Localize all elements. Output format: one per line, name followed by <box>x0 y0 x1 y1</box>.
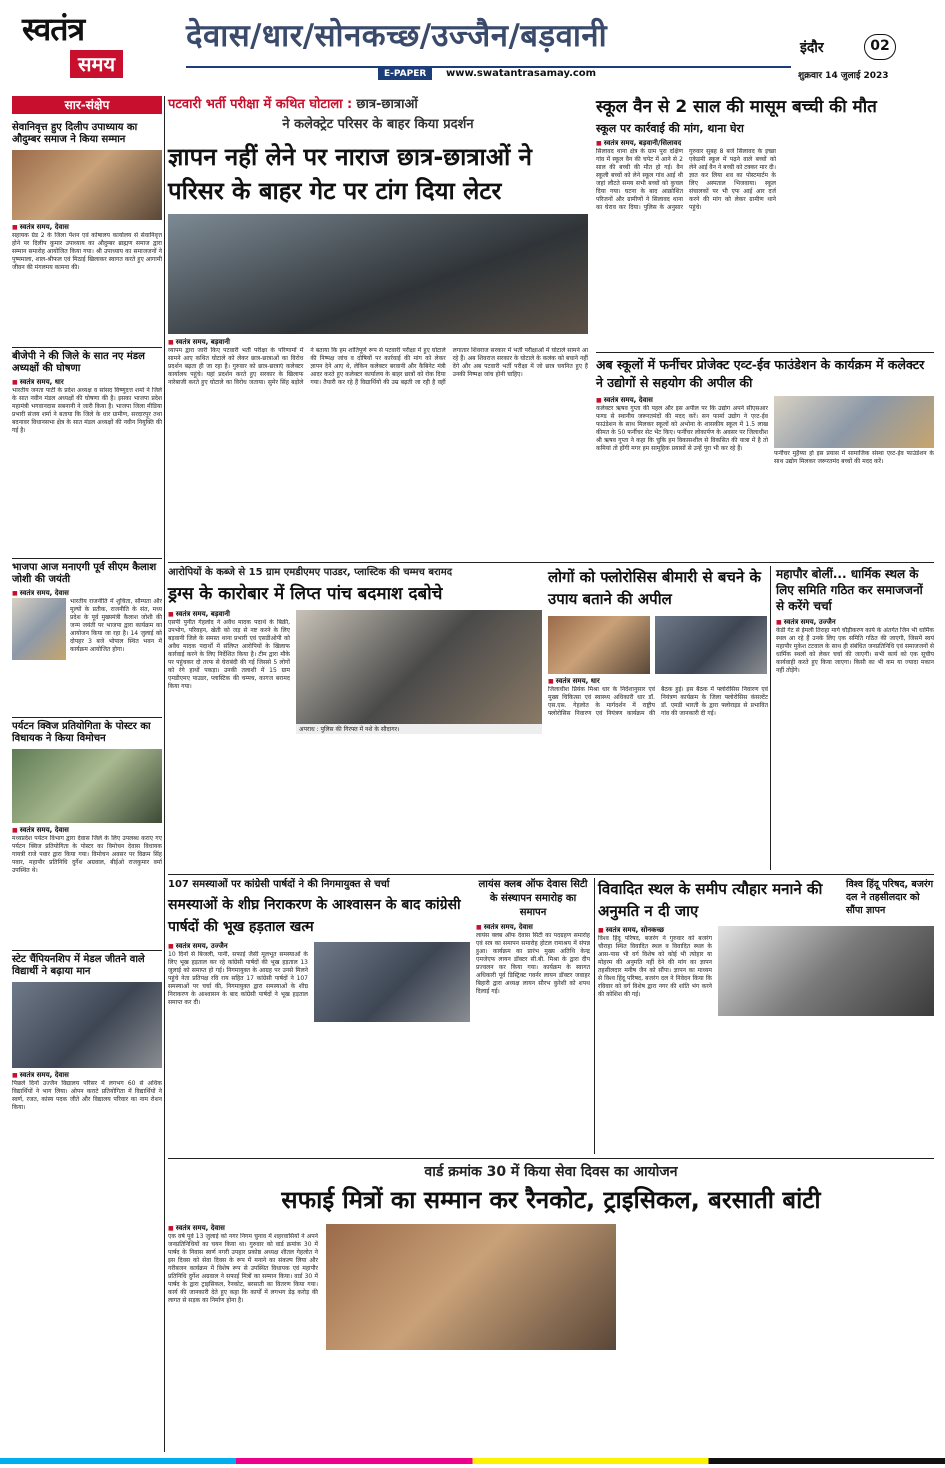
sidebar-body: सहायक ग्रेड 2 के जिला पेंशन एवं कोषालय कार्यालय से सेवानिवृत्त होने पर दिलीप कुमार उपाध्याय का औदुम्बर ब्राह्मण समाज द्वारा सम्मान समारोह आयोजित किया गया। श्री उपाध्याय का समाजजनों ने पुष्पमाला, शाल-श्रीफल एवं मिठाई खिलाकर स्वागत करते हुए आगामी जीवन की मंगलमय कामना की। <box>12 232 162 271</box>
vivadit-story <box>598 878 934 1154</box>
logo <box>22 10 162 84</box>
fluorosis-photo-1 <box>548 616 650 674</box>
fluorosis-body: जिलाधीश प्रियंक मिश्रा धार के निर्देशानुसार एवं मुख्य चिकित्सा एवं स्वास्थ्य अधिकारी धार डॉ. एस.एस. गेहलोत के मार्गदर्शन में राष्ट्रीय फ्लोरोसिस निवारण एवं नियंत्रण कार्यक्रम की बैठक हुई। इस बैठक में फ्लोरोसिस निवारण एवं नियंत्रण कार्यक्रम के जिला फ्लोरोसिस कंसल्टेंट डॉ. एमडी भारती के द्वारा फ्लोराइड से प्रभावित गांव की जानकारी दी गई। <box>548 686 768 717</box>
portrait-photo <box>12 598 66 660</box>
lead-body: व्यापम द्वारा जारी किए पटवारी भर्ती परीक्षा के परिणामों में सामने आए कथित घोटाले को लेकर छात्र-छात्राओं का विरोध प्रदर्शन बढ़ता ही जा रहा है। गुरुवार को छात्र-छात्राएं कलेक्टर कार्यालय पहुंचे। यहां प्रदर्शन करते हुए सरकार के खिलाफ नारेबाजी करते हुए घोटाले का विरोध जताया। सुमेर सिंह बड़ोले ने बताया कि हम शांतिपूर्ण रूप से पटवारी परीक्षा में हुए घोटाले की निष्पक्ष जांच व दोषियों पर कार्रवाई की मांग को लेकर ज्ञापन देने आए थे, लेकिन कलेक्टर बरवानी और कैबिनेट मंत्री आदर करते हुए कलेक्टर कार्यालय के बाहर छात्रों को रोक दिया गया। तैयारी कर रहे हैं विद्यार्थियों की उम्र बढ़ती जा रही है वहीं लगातार शिवराज सरकार में भर्ती परीक्षाओं में घोटाले सामने आ रहे हैं। अब शिवराज सरकार के घोटाले के कलंक को बचाने नहीं देंगे और अब पटवारी भर्ती परीक्षा में जो छात्र चयनित हुए हैं उनकी निष्पक्ष जांच होनी चाहिए। <box>168 347 588 386</box>
sidebar-dateline: ■ स्वतंत्र समय, देवास <box>12 223 162 232</box>
ward30-body: एक वर्ष पूर्व 13 जुलाई को नगर निगम चुनाव में शहरवासियों ने अपने जनप्रतिनिधियों का चयन किया था। गुरुवार को वार्ड क्रमांक 30 में पार्षद के निवास स्वर्ण नगरी उपहार प्रकोष्ठ अध्यक्ष शीतल गेहलोत ने इस दिवस को सेवा दिवस के रूप में मनाने का संकल्प लिया और गरीबजन कार्यक्रम में विशेष रूप से उपस्थित विधायक एवं महापौर प्रतिनिधि दुर्गेश अग्रवाल ने सफाई मित्रों का सम्मान किया। वार्ड 30 में पार्षद के द्वारा ट्राइसिकल, रैनकोट, बरसाती का वितरण किया गया। कार्य की जानकारी देते हुए कहा कि कार्यों में लगभग डेढ़ करोड़ की लागत से सड़क का निर्माण होना है। <box>168 1233 318 1304</box>
sidebar-divider <box>164 96 165 1452</box>
mahapaur-story <box>776 566 934 870</box>
sidebar-body: मध्यप्रदेश पर्यटन विभाग द्वारा देवास जिले के लिए उपलब्ध कराए गए पर्यटन क्विज प्रतियोगिता के पोस्टर का विमोचन देवास विधायक गायत्री राजे पवार द्वारा किया गया। विमोचन अवसर पर विक्रम सिंह पवार, महापौर प्रतिनिधि दुर्गेश अग्रवाल, बीईओ राजकुमार वर्मा उपस्थित थे। <box>12 835 162 874</box>
divider <box>12 347 162 348</box>
ward30-body-col3 <box>624 1224 774 1438</box>
ward30-story <box>168 1162 934 1452</box>
congress-headline: समस्याओं के शीघ्र निराकरण के आश्वासन के बाद कांग्रेसी पार्षदों की भूख हड़ताल खत्म <box>168 897 461 935</box>
divider <box>12 717 162 718</box>
vivadit-body-cont <box>718 1019 934 1119</box>
drugs-body: एसपी पुनीत गेहलोद ने अवैध मादक पदार्थ के बिक्री, उपभोग, परिवहन, खेती को जड़ से नष्ट करने के लिए बड़वानी जिले के समस्त थाना प्रभारी एवं एसडीओपी को अवैध मादक पदार्थों में संलिप्त आरोपियों के खिलाफ कार्रवाई करने के लिए निर्देशित किया है। टीम द्वारा मौके पर पहुंचकर दो तरफ से घेराबंदी की गई जिससे 5 लोगों को रंगे हाथों पकड़ा। उनकी तलाशी में 15 ग्राम एमडीएमए पाउडर, प्लास्टिक की चम्मच, कागज बरामद किया गया। <box>168 619 290 690</box>
page-number: 02 <box>864 34 896 60</box>
vivadit-dateline: ■ स्वतंत्र समय, सोनकच्छ <box>598 926 712 935</box>
sidebar-headline: पर्यटन क्विज प्रतियोगिता के पोस्टर का विधायक ने किया विमोचन <box>12 721 151 744</box>
schoolvan-body: सिलावद थाना क्षेत्र के ग्राम पुरा दक्षिण गांव में स्कूल वैन की चपेट में आने से 2 साल की बच्ची की मौत हो गई। वैन स्कूली बच्चों को लेने स्कूल गांव आई थी जहां लौटते समय सभी बच्चों को कुचल दिया गया। घटना के बाद आक्रोशित परिजनों और ग्रामीणों ने सिलावद थाना का घेराव कर दिया। पुलिस के अनुसार गुरुवार सुबह 8 बजे सिलावद के इच्छा एकेडमी स्कूल में पढ़ने वाले बच्चों को लेने आई वैन ने बच्ची को टक्कर मार दी। ज्ञात कर लिया शव का पोस्टमार्टम के लिए अस्पताल भिजवाया। स्कूल संचालकों पर भी एफ आई आर दर्ज करने की मांग को लेकर ग्रामीण थाने पहुंचे। <box>596 148 776 211</box>
sidebar-photo <box>12 982 162 1068</box>
sidebar-body: भारतीय जनता पार्टी के प्रदेश अध्यक्ष व सांसद विष्णुदत्त शर्मा ने जिले के सात नवीन मंडल अध्यक्षों की घोषणा की है। इसका भाजपा प्रदेश महामंत्री भगवानदास सबनानी ने जारी किया है। भाजपा जिला मीडिया प्रभारी संजय शर्मा ने बताया कि जिले के धार ग्रामीण, सरदारपुर तथा बदनावर विधानसभा क्षेत्र के सात मंडल अध्यक्षों की नवीन नियुक्ति की गई है। <box>12 387 162 434</box>
ward30-photo <box>326 1224 616 1350</box>
vivadit-photo <box>718 926 934 1016</box>
ward30-body-col4 <box>782 1224 932 1438</box>
schoolvan-body-cont <box>782 122 932 352</box>
sidebar-headline: सेवानिवृत्त हुए दिलीप उपाध्याय का औदुम्बर समाज ने किया सम्मान <box>12 122 138 145</box>
lead-kicker-suffix: छात्र-छात्राओं <box>356 97 418 112</box>
vivadit-body: विश्व हिंदू परिषद, बजरंग ने गुरुवार को बजरंग चौराहा स्थित विवादित स्थल व विवादित स्थल के आस-पास भी वर्ग विशेष को कोई भी त्योहार या मोहरम की अनुमति नहीं देने की मांग का ज्ञापन तहसीलदार मनीष जैन को सौंपा। ज्ञापन का माध्यम से विश्व हिंदू परिषद, बजरंग दल ने निवेदन किया कि रविवार को वर्ग विशेष द्वारा नगर की शांति भंग करने की कोशिश की गई। <box>598 935 712 998</box>
drugs-dateline: ■ स्वतंत्र समय, बड़वानी <box>168 610 290 619</box>
sidebar-item <box>12 351 162 555</box>
sidebar-dateline: ■ स्वतंत्र समय, धार <box>12 378 162 387</box>
lions-headline: लायंस क्लब ऑफ देवास सिटी के संस्थापन समारोह का समापन <box>478 879 588 918</box>
drugs-photo <box>296 610 542 724</box>
sidebar-dateline: ■ स्वतंत्र समय, देवास <box>12 589 162 598</box>
ward30-kicker: वार्ड क्रमांक 30 में किया सेवा दिवस का आयोजन <box>424 1164 678 1180</box>
city-label: इंदौर <box>800 40 824 56</box>
drugs-story <box>168 566 542 870</box>
divider <box>12 950 162 951</box>
sidebar-body: पिछले दिनों उज्जैन विद्यालय परिसर में लगभग 60 से अधिक विद्यार्थियों ने भाग लिया। ओपन कराटे प्रतियोगिता में विद्यार्थियों ने स्वर्ण, रजत, कांस्य पदक जीते और विद्यालय परिवार का नाम रोशन किया। <box>12 1080 162 1111</box>
lead-kicker-line2: ने कलेक्ट्रेट परिसर के बाहर किया प्रदर्शन <box>282 117 474 132</box>
fluorosis-story <box>548 566 768 870</box>
furniture-headline: अब स्कूलों में फर्नीचर प्रोजेक्ट एव्ट-ईव फाउंडेशन के कार्यक्रम में कलेक्टर ने उद्योगों से सहयोग की अपील की <box>596 357 925 390</box>
furniture-story <box>596 356 934 558</box>
sidebar-headline: बीजेपी ने की जिले के सात नए मंडल अध्यक्षों की घोषणा <box>12 351 145 374</box>
sidebar-headline: स्टेट चैंपियनशिप में मेडल जीतने वाले विद्यार्थी ने बढ़ाया मान <box>12 954 145 977</box>
divider <box>596 352 934 353</box>
divider <box>168 562 934 563</box>
ward30-dateline: ■ स्वतंत्र समय, देवास <box>168 1224 318 1233</box>
sidebar-body: भारतीय राजनीति में शुचिता, सौम्यता और मूल्यों के प्रतीक, राजनीति के संत, मध्य प्रदेश के पूर्व मुख्यमंत्री कैलाश जोशी की जन्म जयंती पर भाजपा द्वारा कार्यक्रम का आयोजन किया जा रहा है। 14 जुलाई को दोपहर 3 बजे भोपाल स्थित भवन में कार्यक्रम आयोजित होगा। <box>70 598 162 653</box>
congress-photo <box>314 942 470 1022</box>
epaper-badge: E-PAPER <box>378 68 432 80</box>
schoolvan-dateline: ■ स्वतंत्र समय, बड़वानी/सिलावद <box>596 139 776 148</box>
lions-dateline: ■ स्वतंत्र समय, देवास <box>476 923 590 932</box>
vivadit-side-headline: विश्व हिंदू परिषद, बजरंग दल ने तहसीलदार को सौंपा ज्ञापन <box>846 879 934 916</box>
issue-date: शुक्रवार 14 जुलाई 2023 <box>798 71 889 81</box>
divider <box>12 558 162 559</box>
sidebar <box>12 96 162 1452</box>
sidebar-item <box>12 122 162 344</box>
furniture-caption: फर्नीचर मुहैय्या हो इस प्रयास में सामाजिक संस्था एव्ट-ईव फाउंडेशन के साथ उद्योग मिलकर जरूरतमंद बच्चों की मदद करें। <box>774 450 934 465</box>
logo-bottom-text: समय <box>70 50 123 78</box>
schoolvan-story <box>596 96 934 348</box>
furniture-body: कलेक्टर ऋषव गुप्ता की पहल और इस अपील पर कि उद्योग अपने सीएसआर फण्ड से स्थानीय जरूरतमंदों की मदद करें। सन फार्मा उद्योग ने एव्ट-ईव फाउंडेशन के साथ मिलकर स्कूलों को अभोना के शासकीय स्कूल में 1.5 लाख कीमत के 50 फर्नीचर सेट भेंट किए। फर्नीचर लोकार्पण के अवसर पर जिलाधीश श्री ऋषव गुप्ता ने कहा कि चुकि हम विकासशील से विकसित की यात्रा में है तो कमियां तो होंगी मगर हम सामूहिक प्रयासों से उन्हें पूरा भी कर रहे हैं। <box>596 405 768 452</box>
lead-headline: ज्ञापन नहीं लेने पर नाराज छात्र-छात्राओं ने परिसर के बाहर गेट पर टांग दिया लेटर <box>168 143 532 205</box>
congress-body: 10 दिनों से बिजली, पानी, सफाई जैसी मूलभूत समस्याओं के लिए भूख हड़ताल कर रहे कांग्रेसी पार्षदों की भूख हड़ताल 13 जुलाई को समाप्त हो गई। निगमायुक्त के आग्रह पर उनसे मिलने पहुंचे नेता प्रतिपक्ष रवि राय सहित 17 कांग्रेसी पार्षदों ने 107 समस्याओं पर चर्चा की, निगमायुक्त द्वारा समस्याओं के शीघ्र निराकरण के आश्वासन के बाद कांग्रेसी पार्षदों ने भूख हड़ताल समाप्त कर दी। <box>168 951 308 1006</box>
lions-body: लायंस क्लब ऑफ देवास सिटी का पदग्रहण समारोह एवं सत्र का समापन समारोह होटल रामाश्रय में संपन्न हुआ। कार्यक्रम का प्रारंभ मुख्य अतिथि केन्द्र एमजेएफ लायन डॉक्टर सी.बी. मिश्रा के द्वारा दीप प्रज्वलन कर किया गया। कार्यक्रम के स्वागत अधिकारी पूर्व डिस्ट्रिक्ट गवर्नर लायन डॉक्टर जवाहर बिहारी द्वारा अध्यक्ष लायन सौरभ कुरेशी को शपथ दिलाई गई। <box>476 932 590 995</box>
sidebar-photo <box>12 150 162 220</box>
mahapaur-dateline: ■ स्वतंत्र समय, उज्जैन <box>776 618 934 627</box>
congress-dateline: ■ स्वतंत्र समय, उज्जैन <box>168 942 308 951</box>
logo-top-text: स्वतंत्र <box>22 10 85 48</box>
furniture-photo <box>774 396 934 448</box>
sidebar-photo <box>12 749 162 823</box>
color-registration-bar <box>0 1458 945 1464</box>
drugs-body-cont <box>296 734 542 834</box>
sidebar-dateline: ■ स्वतंत्र समय, देवास <box>12 826 162 835</box>
drugs-photo-caption: अपराध : पुलिस की गिरफ्त में नशे के सौदागर। <box>296 724 542 734</box>
lead-kicker-prefix: पटवारी भर्ती परीक्षा में कथित घोटाला : <box>168 97 353 112</box>
website-link[interactable]: www.swatantrasamay.com <box>446 68 597 79</box>
masthead <box>0 0 945 92</box>
lions-story <box>476 878 590 1154</box>
sidebar-item <box>12 721 162 947</box>
lead-story <box>168 96 588 558</box>
divider <box>168 1158 934 1159</box>
sidebar-section-title: सार-संक्षेप <box>12 96 162 114</box>
sidebar-headline: भाजपा आज मनाएगी पूर्व सीएम कैलाश जोशी की जयंती <box>12 562 157 585</box>
fluorosis-photo-2 <box>655 616 767 674</box>
divider <box>770 566 771 870</box>
fluorosis-dateline: ■ स्वतंत्र समय, धार <box>548 677 768 686</box>
ward30-headline: सफाई मित्रों का सम्मान कर रैनकोट, ट्राइसिकल, बरसाती बांटी <box>281 1186 821 1214</box>
schoolvan-subhead: स्कूल पर कार्रवाई की मांग, थाना घेरा <box>596 122 744 135</box>
congress-kicker: 107 समस्याओं पर कांग्रेसी पार्षदों ने की निगमायुक्त से चर्चा <box>168 879 390 890</box>
mahapaur-body: केडी गेट से ईमली तिराहा मार्ग चौड़ीकरण कार्य के अंतर्गत जिन भी धार्मिक स्थल आ रहे हैं उनके लिए एक समिति गठित की जाएगी, जिसमें स्वयं महापौर मुकेश टटवाल के साथ ही संबंधित जनप्रतिनिधि एवं समाजजनों से धार्मिक स्थलों को लेकर चर्चा की जाएगी। सभी कार्य को एक सूचीय कार्यवाही करते हुए किया जाएगा। किसी का भी कम या ज्यादा मकान नहीं तोड़ेंगे। <box>776 627 934 674</box>
sidebar-dateline: ■ स्वतंत्र समय, देवास <box>12 1071 162 1080</box>
lead-photo-protest <box>168 214 588 334</box>
furniture-dateline: ■ स्वतंत्र समय, देवास <box>596 396 768 405</box>
divider <box>168 874 934 875</box>
sidebar-item <box>12 562 162 714</box>
drugs-headline: ड्रग्स के कारोबार में लिप्त पांच बदमाश दबोचे <box>168 584 443 604</box>
fluorosis-headline: लोगों को फ्लोरोसिस बीमारी से बचने के उपाय बताने की अपील <box>548 568 761 608</box>
divider <box>594 878 595 1154</box>
congress-body-cont <box>314 1025 470 1125</box>
regions-title: देवास/धार/सोनकच्छ/उज्जैन/बड़वानी <box>186 18 608 54</box>
lead-dateline: ■ स्वतंत्र समय, बड़वानी <box>168 338 588 347</box>
ward30-body-cont <box>326 1353 616 1433</box>
mahapaur-headline: महापौर बोलीं... धार्मिक स्थल के लिए समिति गठित कर समाजजनों से करेंगे चर्चा <box>776 567 923 613</box>
congress-story <box>168 878 470 1154</box>
drugs-kicker: आरोपियों के कब्जे से 15 ग्राम एमडीएमए पाउडर, प्लास्टिक की चम्मच बरामद <box>168 567 453 578</box>
schoolvan-headline: स्कूल वैन से 2 साल की मासूम बच्ची की मौत <box>596 97 877 117</box>
vivadit-headline: विवादित स्थल के समीप त्यौहार मनाने की अनुमति न दी जाए <box>598 880 823 920</box>
sidebar-item <box>12 954 162 1176</box>
